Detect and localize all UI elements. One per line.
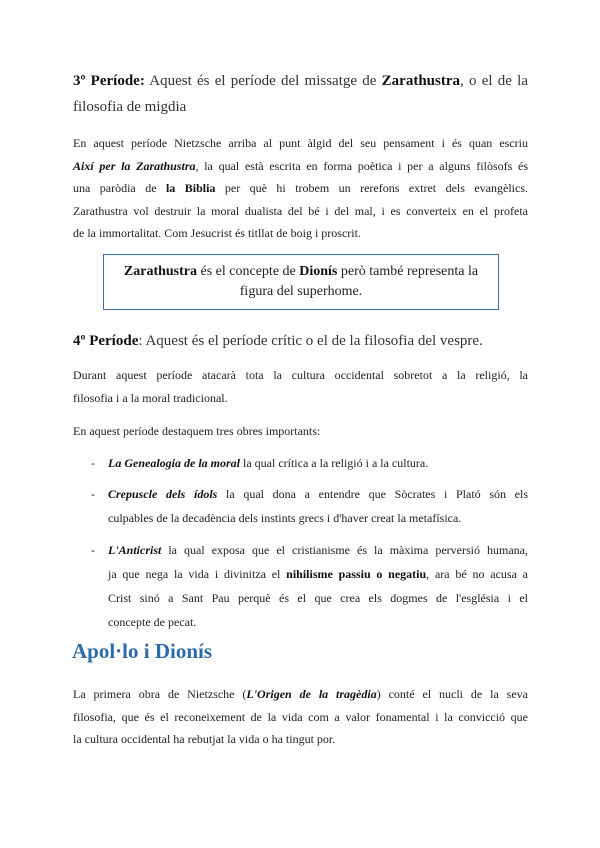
apollo-dionysus-paragraph: La primera obra de Nietzsche (L'Origen de la tragèdia) conté el nucli de la seva filosofia, que és el reconeixement de la vida com a valor fonamental i la convicció que la cultura occidental ha rebutjat la vida o ha tingut por. (73, 687, 528, 746)
period-3-heading: 3º Període: Aquest és el període del missatge de Zarathustra, o el de la filosofia de migdia (73, 73, 528, 115)
period-3-label: 3º Període: (73, 73, 145, 89)
work-title: Així per la Zarathustra (73, 158, 196, 173)
period-4-heading: 4º Període: Aquest és el període crític o el de la filosofia del vespre. (73, 333, 483, 349)
callout-box: Zarathustra és el concepte de Dionís però també representa la figura del superhome. (103, 254, 499, 310)
period-4-label: 4º Període (73, 333, 139, 349)
zarathustra-name: Zarathustra (381, 73, 460, 89)
period-4-paragraph: Durant aquest període atacarà tota la cultura occidental sobretot a la religió, la filosofia i a la moral tradicional. (73, 368, 528, 405)
works-intro: En aquest període destaquem tres obres importants: (73, 424, 321, 438)
section-title: Apol·lo i Dionís (72, 639, 213, 663)
document-page: 3º Període: Aquest és el període del missatge de Zarathustra, o el de la filosofia de migdia En aquest període Nietzsche arriba al punt àlgid del seu pensament i és quan escriu Així per la Zarathustra, la qual està escrita en forma poètica i per a alguns filòsofs és una paròdia de la Biblia per què hi trobem un rerefons extret dels evangèlics. Zarathustra vol destruir la moral dualista del bé i del mal, i es converteix en el profeta de la immortalitat. Com Jesucrist és titllat de boig i proscrit. Zarathustra és el concepte de Dionís però també representa la figura del superhome. 4º Període: Aquest és el període crític o el de la filosofia del vespre. Durant aquest període atacarà tota la cultura occidental sobretot a la religió, la filosofia i a la moral tradicional. En aquest període destaquem tres obres importants: - La Genealogia de la moral la qual crítica a la religió i a la cultura. - Crepuscle dels ídols la qual dona a entendre que Sòcrates i Plató són els culpables de la decadència dels instints grecs i d'haver creat la metafísica. - L'Anticrist la qual exposa que el cristianisme és la màxima perversió humana, ja que nega la vida i divinitza el nihilisme passiu o negatiu, ara bé no acusa a Crist sinó a Sant Pau perquè és el que crea els dogmes de l'església i el concepte de pecat. Apol·lo i Dionís La primera obra de Nietzsche (L'Origen de la tragèdia) conté el nucli de la seva filosofia, que és el reconeixement de la vida com a valor fonamental i la convicció que la cultura occidental ha rebutjat la vida o ha tingut por. (0, 0, 600, 848)
period-3-paragraph: En aquest període Nietzsche arriba al punt àlgid del seu pensament i és quan escriu Així per la Zarathustra, la qual està escrita en forma poètica i per a alguns filòsofs és una paròdia de la Biblia per què hi trobem un rerefons extret dels evangèlics. Zarathustra vol destruir la moral dualista del bé i del mal, i es converteix en el profeta de la immortalitat. Com Jesucrist és titllat de boig i proscrit. (73, 136, 529, 240)
